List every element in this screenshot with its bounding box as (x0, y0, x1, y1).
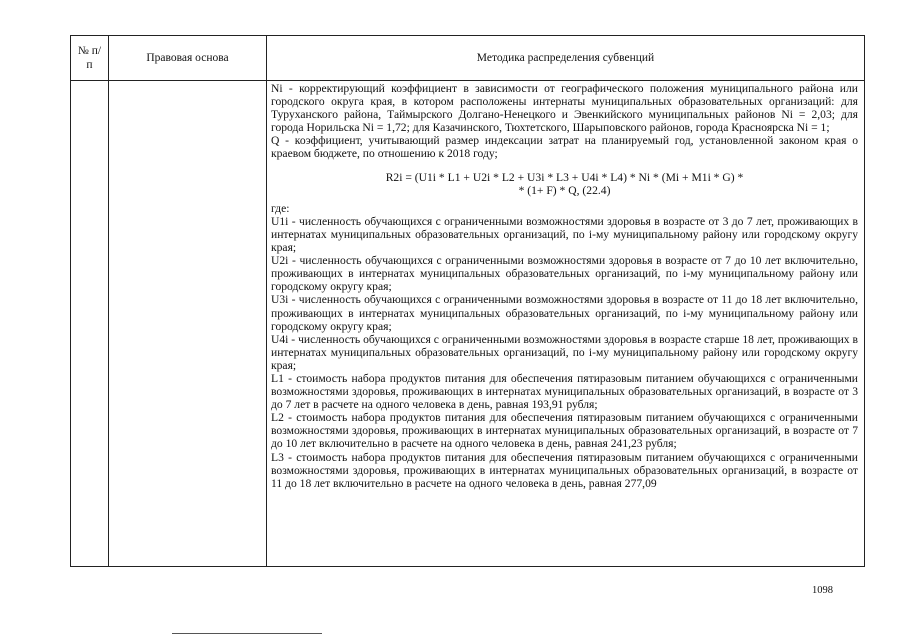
formula-line-2: * (1+ F) * Q, (22.4) (518, 183, 611, 197)
header-methodology: Методика распределения субвенций (267, 36, 865, 81)
definition-l3: L3 - стоимость набора продуктов питания для обеспечения пятиразовым питанием обучающихся с ограниченными возможностями здоровья, проживающих в интернатах муниципальных образовательных организаций, в возрасте от 11 до 18 лет включительно в расчете на одного человека в день, равная 277,09 (271, 450, 858, 490)
definition-u2i: U2i - численность обучающихся с ограниченными возможностями здоровья в возрасте от 7 до 10 лет включительно, проживающих в интернатах муниципальных образовательных организаций, по i-му муниципальному району или городскому округу края; (271, 254, 858, 294)
methodology-cell (267, 81, 865, 567)
definition-u3i: U3i - численность обучающихся с ограниченными возможностями здоровья в возрасте от 11 до 18 лет включительно, проживающих в интернатах муниципальных образовательных организаций, по i-му муниципальному району или городскому округу края; (271, 293, 858, 333)
header-legal-basis: Правовая основа (109, 36, 267, 81)
subvention-table (70, 35, 865, 567)
table-row (71, 81, 865, 567)
definition-u4i: U4i - численность обучающихся с ограниченными возможностями здоровья в возрасте старше 18 лет, проживающих в интернатах муниципальных образовательных организаций, по i-му муниципальному району или городскому округу края; (271, 332, 858, 372)
footer-rule (172, 633, 322, 634)
definition-l1: L1 - стоимость набора продуктов питания для обеспечения пятиразовым питанием обучающихся с ограниченными возможностями здоровья, проживающих в интернатах муниципальных образовательных организаций, в возрасте от 3 до 7 лет в расчете на одного человека в день, равная 193,91 рубля; (271, 371, 858, 412)
header-num: № п/п (71, 36, 109, 81)
formula-22-4 (271, 171, 858, 197)
num-cell (71, 81, 109, 567)
formula-line-1: R2i = (U1i * L1 + U2i * L2 + U3i * L3 + U4i * L4) * Ni * (Mi + M1i * G) * (385, 170, 744, 184)
paragraph-ni: Ni - корректирующий коэффициент в зависимости от географического положения муниципального района или городского округа края, в котором расположены интернаты муниципальных образовательных организаций: для Туруханского района, Таймырского Долгано-Ненецкого и Эвенкийского муниципальных районов Ni = 2,03; для города Норильска Ni = 1,72; для Казачинского, Тюхтетского, Шарыповского районов, города Красноярска Ni = 1; (271, 82, 858, 135)
where-label: где: (271, 201, 290, 215)
table-header-row (71, 36, 865, 81)
legal-basis-cell (109, 81, 267, 567)
definition-l2: L2 - стоимость набора продуктов питания для обеспечения пятиразовым питанием обучающихся с ограниченными возможностями здоровья, проживающих в интернатах муниципальных образовательных организаций, в возрасте от 7 до 10 лет включительно в расчете на одного человека в день, равная 241,23 рубля; (271, 411, 858, 451)
page-number: 1098 (812, 585, 833, 596)
definition-u1i: U1i - численность обучающихся с ограниченными возможностями здоровья в возрасте от 3 до 7 лет, проживающих в интернатах муниципальных образовательных организаций, по i-му муниципальному району или городскому округу края; (271, 214, 858, 255)
paragraph-q: Q - коэффициент, учитывающий размер индексации затрат на планируемый год, установленной законом края о краевом бюджете, по отношению к 2018 году; (271, 134, 858, 161)
